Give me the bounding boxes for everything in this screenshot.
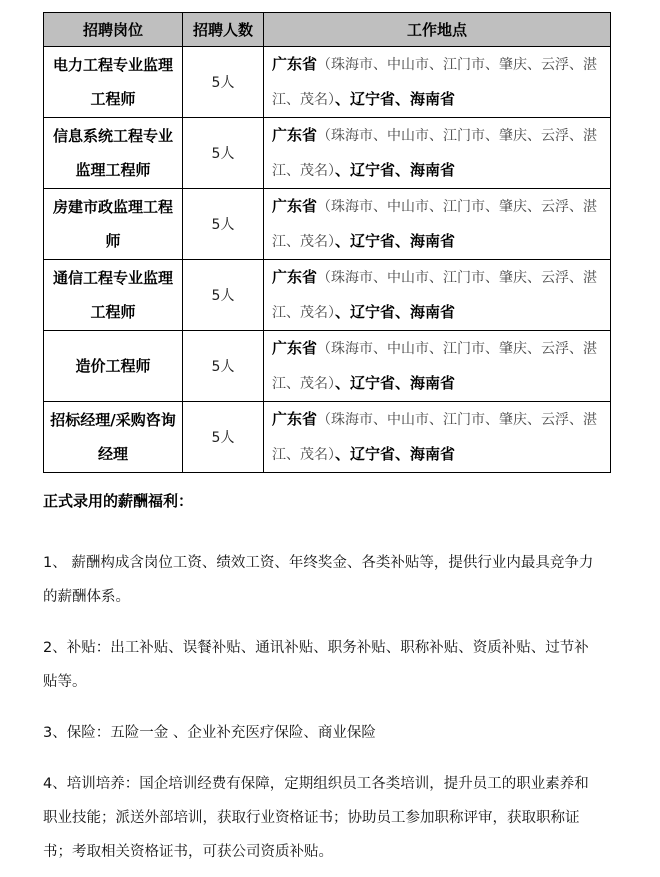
header-post: 招聘岗位 [44, 13, 183, 47]
table-row [44, 47, 611, 118]
separator: 、 [395, 303, 411, 321]
province-hainan: 海南省 [410, 232, 456, 250]
benefit-item-subsidy: 2、补贴：出工补贴、误餐补贴、通讯补贴、职务补贴、职称补贴、资质补贴、过节补贴等。 [43, 640, 589, 690]
table-row [44, 331, 611, 402]
job-count: 5人 [183, 118, 264, 189]
province-guangdong: 广东省 [272, 268, 318, 286]
city-list: （珠海市、中山市、江门市、肇庆、云浮、湛江、茂名） [272, 341, 598, 392]
table-row [44, 260, 611, 331]
job-location [264, 260, 611, 331]
job-location [264, 331, 611, 402]
separator: 、 [335, 445, 351, 463]
job-count: 5人 [183, 402, 264, 473]
separator: 、 [335, 374, 351, 392]
table-row [44, 118, 611, 189]
province-guangdong: 广东省 [272, 126, 318, 144]
job-post: 房建市政监理工程师 [44, 189, 183, 260]
city-list: （珠海市、中山市、江门市、肇庆、云浮、湛江、茂名） [272, 199, 598, 250]
job-count: 5人 [183, 331, 264, 402]
header-location: 工作地点 [264, 13, 611, 47]
city-list: （珠海市、中山市、江门市、肇庆、云浮、湛江、茂名） [272, 412, 598, 463]
separator: 、 [395, 374, 411, 392]
job-post: 通信工程专业监理工程师 [44, 260, 183, 331]
city-list: （珠海市、中山市、江门市、肇庆、云浮、湛江、茂名） [272, 57, 598, 108]
job-post: 信息系统工程专业监理工程师 [44, 118, 183, 189]
separator: 、 [335, 232, 351, 250]
benefit-item-insurance: 3、保险：五险一金 、企业补充医疗保险、商业保险 [43, 725, 376, 741]
table-header-row [44, 13, 611, 47]
province-guangdong: 广东省 [272, 339, 318, 357]
province-liaoning: 辽宁省 [350, 374, 396, 392]
province-hainan: 海南省 [410, 303, 456, 321]
city-list: （珠海市、中山市、江门市、肇庆、云浮、湛江、茂名） [272, 270, 598, 321]
table-row [44, 402, 611, 473]
province-hainan: 海南省 [410, 445, 456, 463]
province-guangdong: 广东省 [272, 410, 318, 428]
city-list: （珠海市、中山市、江门市、肇庆、云浮、湛江、茂名） [272, 128, 598, 179]
province-hainan: 海南省 [410, 161, 456, 179]
separator: 、 [395, 90, 411, 108]
job-count: 5人 [183, 47, 264, 118]
separator: 、 [395, 445, 411, 463]
province-hainan: 海南省 [410, 90, 456, 108]
separator: 、 [335, 161, 351, 179]
province-liaoning: 辽宁省 [350, 303, 396, 321]
job-post: 造价工程师 [44, 331, 183, 402]
job-location [264, 402, 611, 473]
table-row [44, 189, 611, 260]
recruitment-table [43, 12, 611, 473]
benefits-title: 正式录用的薪酬福利： [43, 492, 194, 510]
separator: 、 [395, 232, 411, 250]
province-guangdong: 广东省 [272, 55, 318, 73]
job-location [264, 189, 611, 260]
separator: 、 [395, 161, 411, 179]
province-guangdong: 广东省 [272, 197, 318, 215]
job-count: 5人 [183, 260, 264, 331]
province-liaoning: 辽宁省 [350, 90, 396, 108]
header-count: 招聘人数 [183, 13, 264, 47]
job-count: 5人 [183, 189, 264, 260]
separator: 、 [335, 303, 351, 321]
job-post: 电力工程专业监理工程师 [44, 47, 183, 118]
table-body [44, 47, 611, 473]
benefit-item-salary: 1、 薪酬构成含岗位工资、绩效工资、年终奖金、各类补贴等，提供行业内最具竞争力的薪酬体系。 [43, 555, 594, 605]
province-liaoning: 辽宁省 [350, 232, 396, 250]
province-hainan: 海南省 [410, 374, 456, 392]
province-liaoning: 辽宁省 [350, 161, 396, 179]
job-location [264, 118, 611, 189]
province-liaoning: 辽宁省 [350, 445, 396, 463]
benefit-item-training: 4、培训培养：国企培训经费有保障，定期组织员工各类培训，提升员工的职业素养和职业技能；派送外部培训，获取行业资格证书；协助员工参加职称评审，获取职称证书；考取相关资格证书，可获公司资质补贴。 [43, 776, 589, 860]
job-location [264, 47, 611, 118]
job-post: 招标经理/采购咨询经理 [44, 402, 183, 473]
separator: 、 [335, 90, 351, 108]
